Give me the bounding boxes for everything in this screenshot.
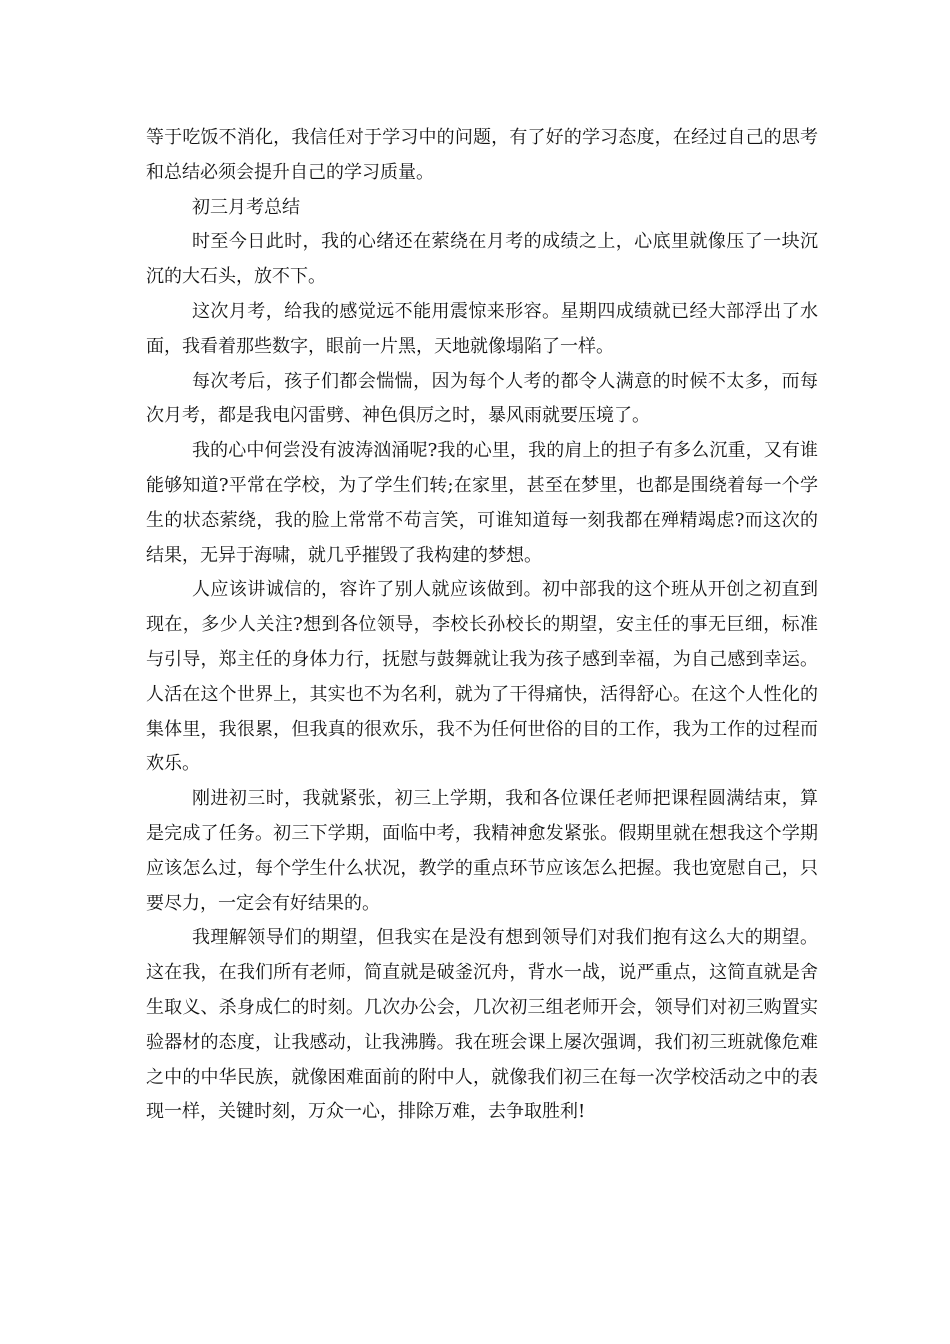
paragraph-4: 我的心中何尝没有波涛汹涌呢?我的心里，我的肩上的担子有多么沉重，又有谁能够知道?平常在学校，为了学生们转;在家里，甚至在梦里，也都是围绕着每一个学生的状态萦绕，我的脸上常常不苟言笑，可谁知道每一刻我都在殚精竭虑?而这次的结果，无异于海啸，就几乎摧毁了我构建的梦想。 <box>146 440 818 566</box>
paragraph-7: 我理解领导们的期望，但我实在是没有想到领导们对我们抱有这么大的期望。这在我，在我们所有老师，简直就是破釜沉舟，背水一战，说严重点，这简直就是舍生取义、杀身成仁的时刻。几次办公会，几次初三组老师开会，领导们对初三购置实验器材的态度，让我感动，让我沸腾。我在班会课上屡次强调，我们初三班就像危难之中的中华民族，就像困难面前的附中人，就像我们初三在每一次学校活动之中的表现一样，关键时刻，万众一心，排除万难，去争取胜利! <box>146 927 818 1123</box>
continuation-paragraph: 等于吃饭不消化，我信任对于学习中的问题，有了好的学习态度，在经过自己的思考和总结必须会提升自己的学习质量。 <box>146 127 818 183</box>
document-body <box>146 121 818 1130</box>
paragraph-1: 时至今日此时，我的心绪还在萦绕在月考的成绩之上，心底里就像压了一块沉沉的大石头，放不下。 <box>146 231 818 288</box>
paragraph-3: 每次考后，孩子们都会惴惴，因为每个人考的都令人满意的时候不太多，而每次月考，都是我电闪雷劈、神色俱厉之时，暴风雨就要压境了。 <box>146 370 818 427</box>
paragraph-2: 这次月考，给我的感觉远不能用震惊来形容。星期四成绩就已经大部浮出了水面，我看着那些数字，眼前一片黑，天地就像塌陷了一样。 <box>146 300 818 357</box>
paragraph-6: 刚进初三时，我就紧张，初三上学期，我和各位课任老师把课程圆满结束，算是完成了任务。初三下学期，面临中考，我精神愈发紧张。假期里就在想我这个学期应该怎么过，每个学生什么状况，教学的重点环节应该怎么把握。我也宽慰自己，只要尽力，一定会有好结果的。 <box>146 788 818 914</box>
paragraph-5: 人应该讲诚信的，容许了别人就应该做到。初中部我的这个班从开创之初直到现在，多少人关注?想到各位领导，李校长孙校长的期望，安主任的事无巨细，标准与引导，郑主任的身体力行，抚慰与鼓舞就让我为孩子感到幸福，为自己感到幸运。人活在这个世界上，其实也不为名利，就为了干得痛快，活得舒心。在这个人性化的集体里，我很累，但我真的很欢乐，我不为任何世俗的目的工作，我为工作的过程而欢乐。 <box>146 579 818 775</box>
section-heading: 初三月考总结 <box>192 196 300 218</box>
